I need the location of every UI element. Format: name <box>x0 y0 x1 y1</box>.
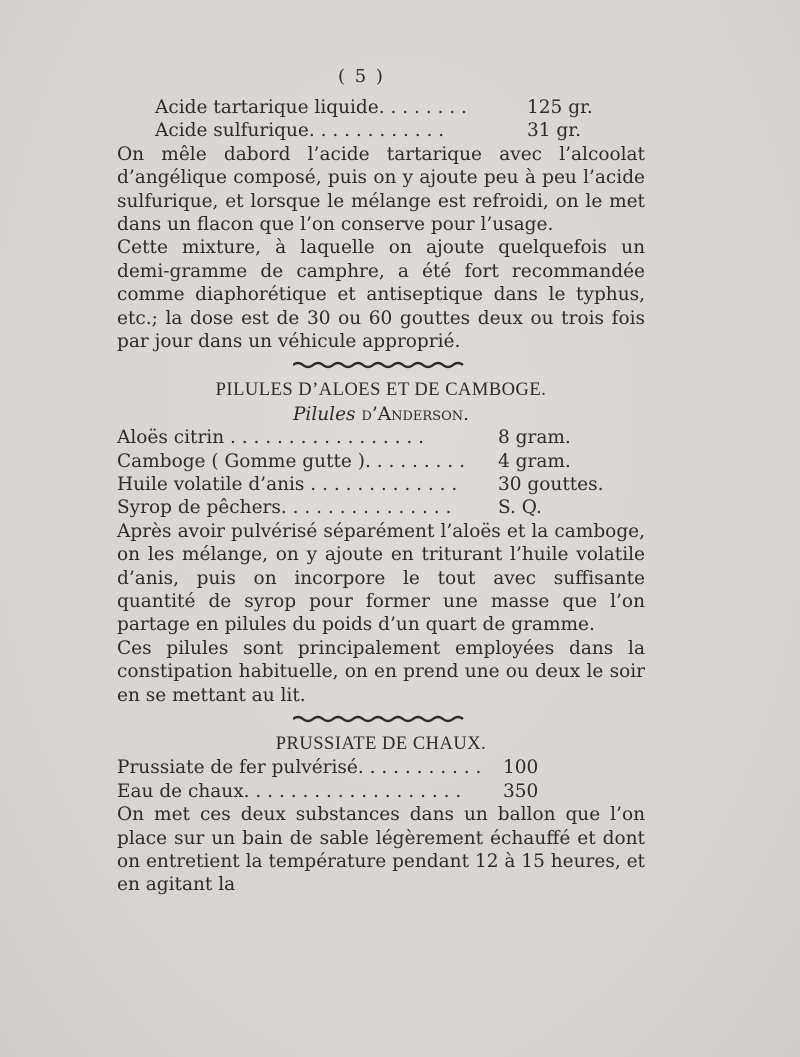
ingredient-row <box>117 473 645 496</box>
section-title: PRUSSIATE DE CHAUX. <box>275 734 487 755</box>
ingredient-row <box>117 119 645 142</box>
ingredient-quantity: 30 gouttes. <box>498 474 604 496</box>
ingredient-quantity: S. Q. <box>498 497 542 519</box>
ornament-divider <box>117 359 645 371</box>
paragraph: On met ces deux substances dans un ballon que l’on place sur un bain de sable légèrement échauffé et dont on entretient la température pendant 12 à 15 heures, et en agitant la <box>117 804 645 896</box>
paragraph: Cette mixture, à laquelle on ajoute quelquefois un demi-gramme de camphre, a été fort recommandée comme diaphorétique et antiseptique dans le typhus, etc.; la dose est de 30 ou 60 gouttes deux ou trois fois par jour dans un véhicule approprié. <box>117 237 645 353</box>
paragraph: Ces pilules sont principalement employées dans la constipation habituelle, on en prend une ou deux le soir en se mettant au lit. <box>117 637 645 706</box>
ingredient-quantity: 350 <box>503 780 539 802</box>
section-subtitle <box>117 403 645 426</box>
ingredient-quantity: 8 gram. <box>498 427 571 449</box>
paragraph: Après avoir pulvérisé séparément l’aloës et la camboge, on les mélange, on y ajoute en triturant l’huile volatile d’anis, puis on incorpore le tout avec suffisante quantité de syrop pour former une masse que l’on partage en pilules du poids d’un quart de gramme. <box>117 520 645 636</box>
subtitle-author: d’Anderson. <box>361 403 469 425</box>
subtitle-italic: Pilules <box>292 403 356 425</box>
ingredient-row <box>117 96 645 119</box>
ingredient-row <box>117 426 645 449</box>
ingredient-name: Acide tartarique liquide. . . . . . . . <box>155 97 467 118</box>
ingredient-name: Camboge ( Gomme gutte ). . . . . . . . . <box>117 450 465 472</box>
ingredient-row <box>117 496 645 519</box>
text-block <box>117 96 645 897</box>
ingredient-row <box>117 756 645 779</box>
ingredient-name: Aloës citrin . . . . . . . . . . . . . . . . . <box>117 427 425 449</box>
ingredient-name: Prussiate de fer pulvérisé. . . . . . . . . . . <box>117 757 482 779</box>
ornament-divider <box>117 713 645 725</box>
ingredient-quantity: 100 <box>503 757 539 779</box>
ingredient-quantity: 125 gr. <box>527 97 593 118</box>
ingredient-row <box>117 450 645 473</box>
ingredient-quantity: 4 gram. <box>498 450 571 472</box>
section-title: PILULES D’ALOES ET DE CAMBOGE. <box>215 380 547 401</box>
paragraph: On mêle dabord l’acide tartarique avec l’alcoolat d’angélique composé, puis on y ajoute peu à peu l’acide sulfurique, et lorsque le mélange est refroidi, on le met dans un flacon que l’on conserve pour l’usage. <box>117 143 645 235</box>
ingredient-name: Eau de chaux. . . . . . . . . . . . . . . . . . . <box>117 780 462 802</box>
ingredient-name: Acide sulfurique. . . . . . . . . . . . <box>155 120 445 142</box>
ingredient-quantity: 31 gr. <box>527 120 581 142</box>
page-number: ( 5 ) <box>338 66 385 87</box>
ingredient-name: Huile volatile d’anis . . . . . . . . . . . . . <box>117 474 458 496</box>
ingredient-row <box>117 780 645 803</box>
ingredient-name: Syrop de pêchers. . . . . . . . . . . . . . . <box>117 497 452 519</box>
